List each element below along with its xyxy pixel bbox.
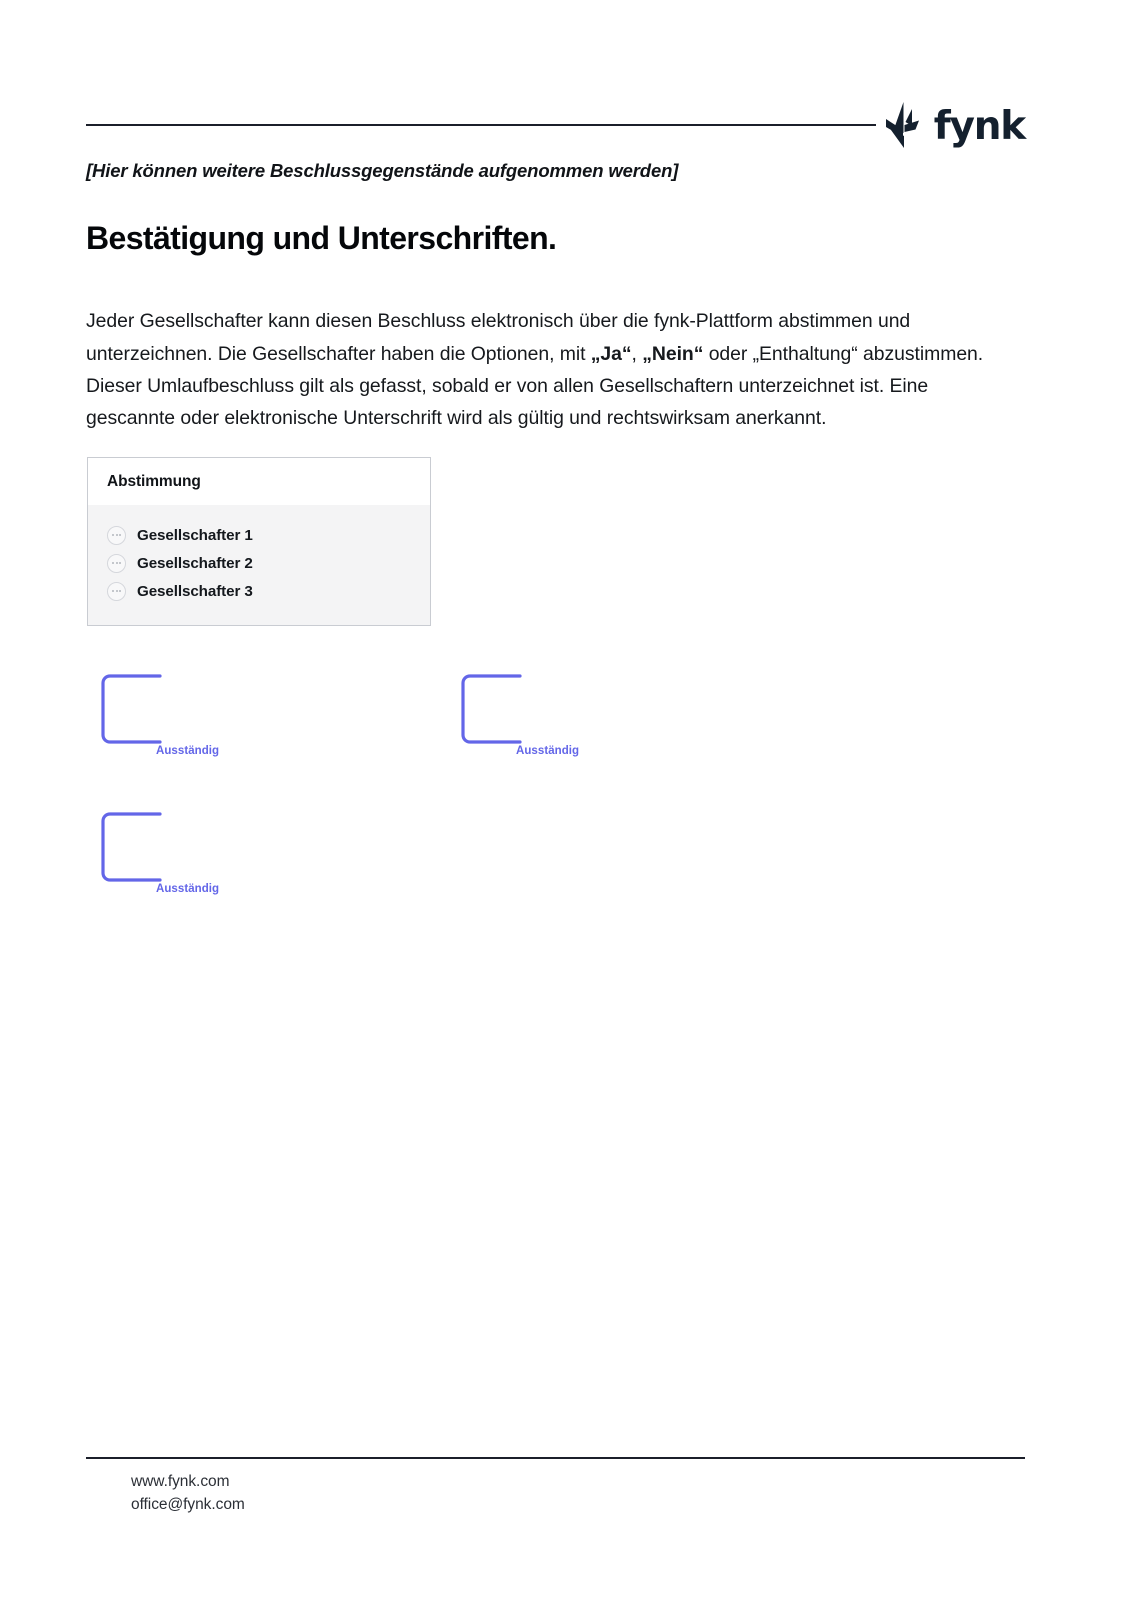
signature-field-1[interactable]	[100, 673, 330, 765]
page-footer	[131, 1470, 245, 1516]
list-item[interactable]	[88, 549, 430, 577]
paragraph-text-part-2: abzustimmen. Dieser Umlaufbeschluss gilt als gefasst, sobald er von allen Gesellschaftern unterzeichnet ist. Eine gescannte oder elektronische Unterschrift wird als gültig und rechtswirksam anerkannt.	[86, 342, 984, 430]
signature-status-badge: Ausständig	[156, 883, 220, 895]
paragraph-separator-1: ,	[631, 342, 643, 365]
option-nein: „Nein“	[642, 342, 704, 365]
option-ja: „Ja“	[590, 342, 632, 365]
abstimmung-card-title: Abstimmung	[88, 458, 430, 505]
pending-dots-icon	[107, 526, 126, 545]
list-item[interactable]	[88, 577, 430, 605]
list-item[interactable]	[88, 521, 430, 549]
page-header	[86, 96, 1025, 158]
footer-divider	[86, 1457, 1025, 1459]
signature-bracket-icon	[460, 673, 523, 745]
signature-status-badge: Ausständig	[156, 745, 220, 757]
abstimmung-card-body	[88, 505, 430, 625]
footer-website[interactable]: www.fynk.com	[131, 1473, 230, 1490]
signature-bracket-icon	[100, 811, 163, 883]
pending-dots-icon	[107, 554, 126, 573]
list-item-label: Gesellschafter 1	[137, 526, 253, 544]
signature-field-2[interactable]	[460, 673, 690, 765]
list-item-label: Gesellschafter 2	[137, 554, 253, 572]
paragraph-text-part-1: Jeder Gesellschafter kann diesen Beschluss elektronisch über die fynk-Plattform abstimmen und unterzeichnen. Die Gesellschafter haben die Optionen, mit	[86, 310, 911, 365]
fynk-logo	[881, 96, 1025, 154]
footer-email[interactable]: office@fynk.com	[131, 1496, 245, 1513]
header-divider	[86, 124, 876, 126]
page-title: Bestätigung und Unterschriften.	[86, 220, 557, 256]
logo-wordmark: fynk	[933, 103, 1025, 149]
option-enthaltung: oder „Enthaltung“	[703, 342, 858, 365]
origami-bird-icon	[881, 100, 925, 150]
signature-bracket-icon	[100, 673, 163, 745]
list-item-label: Gesellschafter 3	[137, 582, 253, 600]
abstimmung-card	[87, 457, 431, 626]
signature-status-badge: Ausständig	[516, 745, 580, 757]
editorial-placeholder-note: [Hier können weitere Beschlussgegenstände aufgenommen werden]	[86, 160, 679, 181]
signature-field-3[interactable]	[100, 811, 330, 903]
pending-dots-icon	[107, 582, 126, 601]
body-paragraph	[86, 305, 1018, 434]
